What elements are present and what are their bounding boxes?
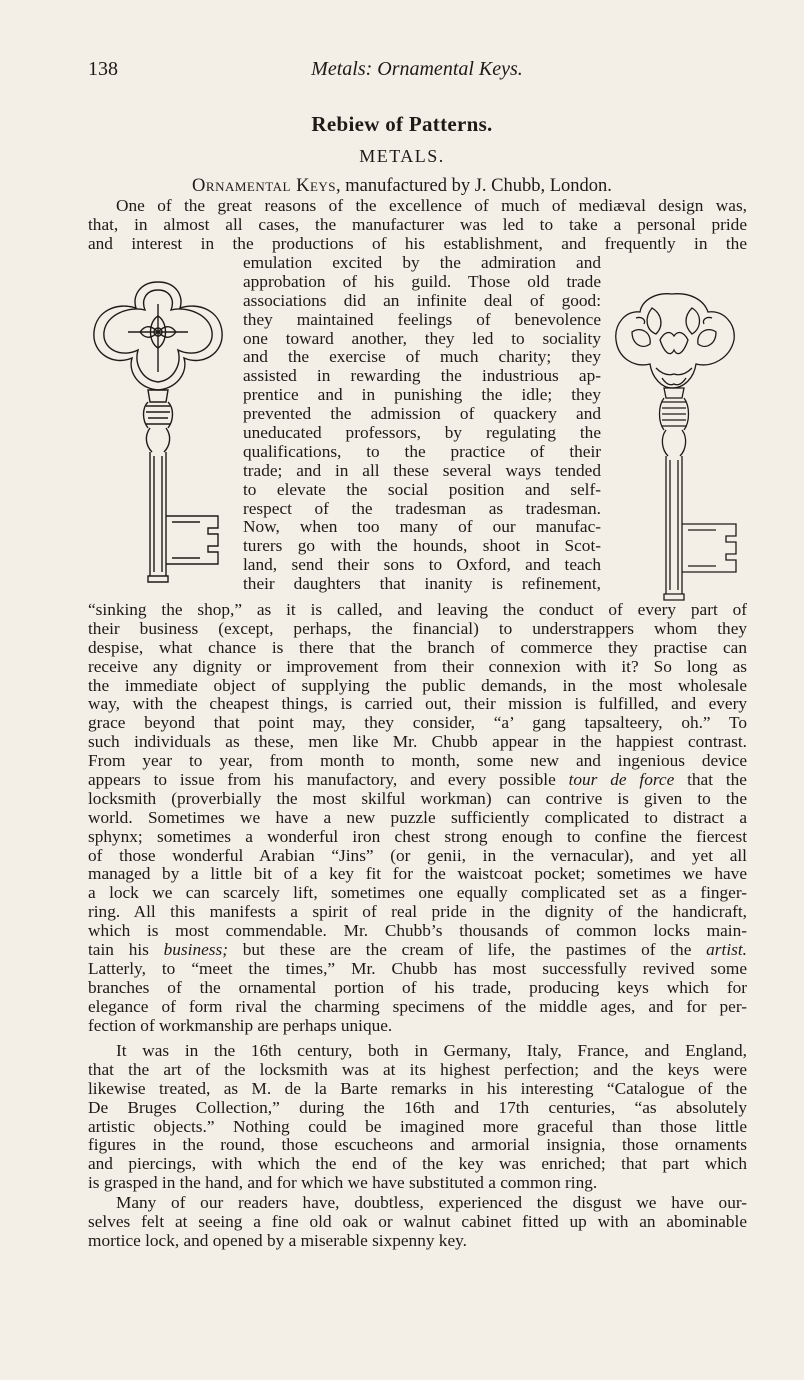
section-subheading: METALS.: [359, 146, 445, 166]
text-line: way, with the cheapest things, is carried out, their mission is fulfilled, and every: [88, 695, 747, 714]
text-line: turers go with the hounds, shoot in Scot-: [243, 537, 601, 556]
running-head: [88, 58, 746, 84]
text-line: Latterly, to “meet the times,” Mr. Chubb has most successfully revived some: [88, 959, 747, 978]
paragraph-1-continued: [88, 601, 747, 1035]
text-line: fection of workmanship are perhaps unique.: [88, 1016, 393, 1035]
text-line: trade; and in all these several ways tended: [243, 461, 601, 480]
text-line: likewise treated, as M. de la Barte remarks in his interesting “Catalogue of the: [88, 1079, 747, 1098]
text-line: such individuals as these, men like Mr. Chubb appear in the happiest contrast.: [88, 733, 747, 752]
text-segment: appears to issue from his manufactory, and every possible: [88, 771, 556, 790]
italic-phrase: tour de force: [568, 771, 675, 790]
text-line: [88, 771, 747, 790]
text-line: one toward another, they led to sociality: [243, 329, 601, 348]
text-line: that, in almost all cases, the manufacturer was led to take a personal pride: [88, 215, 747, 234]
text-line: associations did an infinite deal of good:: [243, 291, 601, 310]
text-line: despise, what chance is there that the branch of commerce they practise can: [88, 638, 747, 657]
article-title: [0, 176, 804, 197]
text-line: a lock we can scarcely lift, sometimes one equally complicated set as a finger-: [88, 884, 747, 903]
text-line: and piercings, with which the end of the key was enriched; that part which: [88, 1155, 747, 1174]
text-line: prevented the admission of quackery and: [243, 405, 601, 424]
text-line: locksmith (proverbially the most skilful workman) can contrive is given to the: [88, 789, 747, 808]
paragraph-1-top: [88, 197, 747, 254]
text-line: From year to year, from month to month, some new and ingenious device: [88, 752, 747, 771]
text-line: respect of the tradesman as tradesman.: [243, 499, 601, 518]
text-segment: that the: [687, 771, 747, 790]
text-line: of those wonderful Arabian “Jins” (or genii, in the vernacular), and yet all: [88, 846, 747, 865]
text-line: elegance of form rival the charming specimens of the middle ages, and for per-: [88, 997, 747, 1016]
article-title-lead: Ornamental Keys: [192, 176, 337, 196]
text-line: that the art of the locksmith was at its highest perfection; and the keys were: [88, 1060, 747, 1079]
text-line: the immediate object of supplying the public demands, in the most wholesale: [88, 676, 747, 695]
text-line: their business (except, perhaps, the financial) to understrappers whom they: [88, 619, 747, 638]
section-heading: Rebiew of Patterns.: [311, 112, 493, 136]
text-line: managed by a little bit of a key fit for the waistcoat pocket; sometimes we have: [88, 865, 747, 884]
text-line: [88, 941, 747, 960]
text-line: “sinking the shop,” as it is called, and leaving the conduct of every part of: [88, 601, 747, 619]
text-line: grace beyond that point may, they consider, “a’ gang tapsalteery, oh.” To: [88, 714, 747, 733]
text-line: prentice and in punishing the idle; they: [243, 386, 601, 405]
text-line: mortice lock, and opened by a miserable sixpenny key.: [88, 1231, 467, 1250]
text-line: their daughters that inanity is refinement,: [243, 575, 601, 594]
text-line: It was in the 16th century, both in Germany, Italy, France, and England,: [116, 1042, 747, 1060]
text-line: which is most commendable. Mr. Chubb’s thousands of common locks main-: [88, 922, 747, 941]
text-line: De Bruges Collection,” during the 16th and 17th centuries, “as absolutely: [88, 1098, 747, 1117]
text-line: assisted in rewarding the industrious ap-: [243, 367, 601, 386]
text-line: branches of the ornamental portion of his trade, producing keys which for: [88, 978, 747, 997]
text-segment: but these are the cream of life, the pastimes of the: [242, 941, 692, 960]
text-line: is grasped in the hand, and for which we have substituted a common ring.: [88, 1174, 598, 1193]
text-line: figures in the round, those escucheons and armorial insignia, those ornaments: [88, 1136, 747, 1155]
text-line: artistic objects.” Nothing could be imagined more graceful than those little: [88, 1117, 747, 1136]
ornamental-key-left-illustration: [88, 276, 228, 586]
text-line: to elevate the social position and self-: [243, 480, 601, 499]
text-line: receive any dignity or improvement from their connexion with it? So long as: [88, 657, 747, 676]
paragraph-1-narrow-column: [243, 254, 601, 594]
text-line: world. Sometimes we have a new puzzle sufficiently complicated to distract a: [88, 808, 747, 827]
text-line: sphynx; sometimes a wonderful iron chest strong enough to confine the fiercest: [88, 827, 747, 846]
article-title-rest: , manufactured by J. Chubb, London.: [336, 176, 612, 196]
italic-phrase: business;: [163, 941, 228, 960]
text-line: Now, when too many of our manufac-: [243, 518, 601, 537]
text-line: emulation excited by the admiration and: [243, 254, 601, 272]
text-line: they maintained feelings of benevolence: [243, 310, 601, 329]
text-line: One of the great reasons of the excellence of much of mediæval design was,: [116, 197, 747, 215]
text-line: selves felt at seeing a fine old oak or walnut cabinet fitted up with an abominable: [88, 1212, 747, 1231]
text-line: and the exercise of much charity; they: [243, 348, 601, 367]
running-title: Metals: Ornamental Keys.: [311, 58, 523, 80]
page-number: 138: [88, 58, 118, 80]
italic-phrase: artist.: [706, 941, 747, 960]
paragraph-3: [88, 1194, 747, 1251]
key-left-icon: [88, 276, 228, 586]
text-line: uneducated professors, by regulating the: [243, 424, 601, 443]
text-line: qualifications, to the practice of their: [243, 442, 601, 461]
text-line: and interest in the productions of his establishment, and frequently in the: [88, 234, 747, 253]
ornamental-key-right-illustration: [612, 288, 742, 608]
paragraph-2: [88, 1042, 747, 1193]
text-line: approbation of his guild. Those old trade: [243, 272, 601, 291]
key-right-icon: [612, 288, 742, 608]
text-line: ring. All this manifests a spirit of real pride in the dignity of the handicraft,: [88, 903, 747, 922]
text-line: land, send their sons to Oxford, and teach: [243, 556, 601, 575]
text-line: Many of our readers have, doubtless, experienced the disgust we have our-: [116, 1194, 747, 1212]
text-segment: tain his: [88, 941, 149, 960]
